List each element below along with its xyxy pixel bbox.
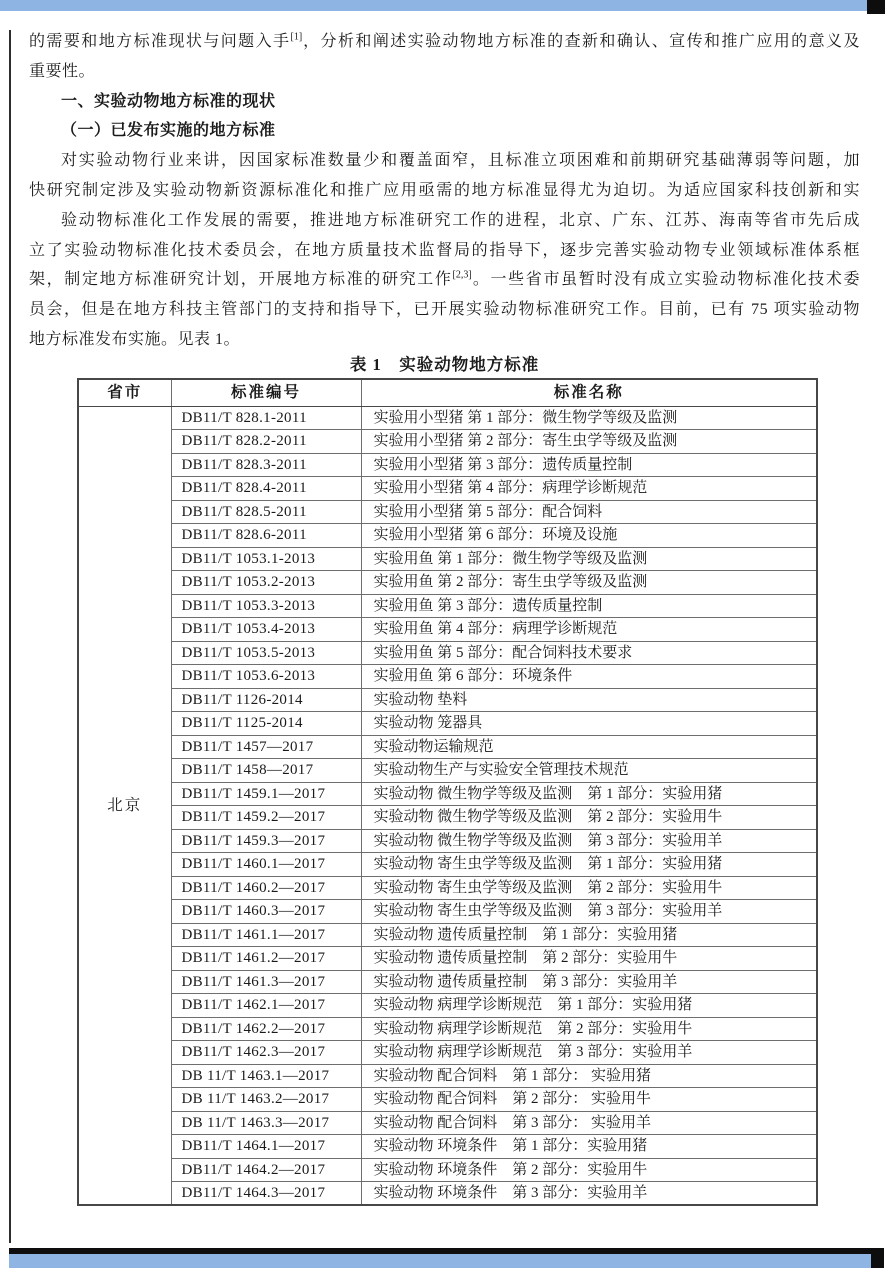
table-row — [78, 853, 817, 877]
standard-name-cell: 实验用小型猪 第 5 部分：配合饲料 — [361, 500, 817, 524]
table-row — [78, 524, 817, 548]
standard-code-cell: DB 11/T 1463.3—2017 — [171, 1111, 361, 1135]
table-row — [78, 571, 817, 595]
standard-name-cell: 实验动物 环境条件 第 1 部分：实验用猪 — [361, 1135, 817, 1159]
standard-name-cell: 实验用鱼 第 3 部分：遗传质量控制 — [361, 594, 817, 618]
table-row — [78, 453, 817, 477]
table-row — [78, 641, 817, 665]
table-row — [78, 688, 817, 712]
standard-code-cell: DB11/T 1458—2017 — [171, 759, 361, 783]
table-row — [78, 782, 817, 806]
standard-name-cell: 实验动物 病理学诊断规范 第 2 部分：实验用牛 — [361, 1017, 817, 1041]
column-header-name: 标准名称 — [361, 379, 817, 406]
table-row — [78, 947, 817, 971]
standard-name-cell: 实验动物 环境条件 第 2 部分：实验用牛 — [361, 1158, 817, 1182]
standard-name-cell: 实验动物 笼器具 — [361, 712, 817, 736]
text-line: 立了实验动物标准化技术委员会，在地方质量技术监督局的指导下，逐步完善实验动物专业领域标准体系框 — [29, 241, 860, 259]
standard-code-cell: DB11/T 1459.2—2017 — [171, 806, 361, 830]
text-line: 地方标准发布实施。见表 1。 — [29, 330, 241, 348]
standard-name-cell: 实验动物 病理学诊断规范 第 1 部分：实验用猪 — [361, 994, 817, 1018]
table-row — [78, 829, 817, 853]
table-row — [78, 1135, 817, 1159]
bottom-blue-bar — [9, 1254, 871, 1268]
table-row — [78, 1111, 817, 1135]
standard-code-cell: DB11/T 1053.5-2013 — [171, 641, 361, 665]
standard-code-cell: DB11/T 1053.3-2013 — [171, 594, 361, 618]
text-line: 的需要和地方标准现状与问题入手[1]，分析和阐述实验动物地方标准的查新和确认、宣传和推广应用的意义及 — [29, 31, 860, 50]
table-row — [78, 1158, 817, 1182]
standard-code-cell: DB11/T 1464.2—2017 — [171, 1158, 361, 1182]
table-row — [78, 876, 817, 900]
standard-name-cell: 实验动物 寄生虫学等级及监测 第 1 部分：实验用猪 — [361, 853, 817, 877]
standard-code-cell: DB11/T 1053.2-2013 — [171, 571, 361, 595]
table-row — [78, 1182, 817, 1206]
standard-name-cell: 实验动物 微生物学等级及监测 第 1 部分：实验用猪 — [361, 782, 817, 806]
standard-code-cell: DB11/T 828.3-2011 — [171, 453, 361, 477]
standard-code-cell: DB11/T 1461.3—2017 — [171, 970, 361, 994]
table-row — [78, 735, 817, 759]
page-left-border — [9, 30, 11, 1243]
table-row — [78, 477, 817, 501]
standard-name-cell: 实验用小型猪 第 2 部分：寄生虫学等级及监测 — [361, 430, 817, 454]
top-blue-bar — [0, 0, 867, 11]
standard-code-cell: DB11/T 1464.1—2017 — [171, 1135, 361, 1159]
standard-code-cell: DB11/T 1053.6-2013 — [171, 665, 361, 689]
main-paragraph — [29, 146, 860, 355]
standard-name-cell: 实验用小型猪 第 1 部分：微生物学等级及监测 — [361, 406, 817, 430]
table-row — [78, 923, 817, 947]
standard-code-cell: DB11/T 828.4-2011 — [171, 477, 361, 501]
standard-name-cell: 实验动物运输规范 — [361, 735, 817, 759]
table-row — [78, 759, 817, 783]
table-row — [78, 1064, 817, 1088]
text-line: 快研究制定涉及实验动物新资源标准化和推广应用亟需的地方标准显得尤为迫切。为适应国家科技创新和实 — [29, 181, 860, 199]
standard-code-cell: DB11/T 1459.1—2017 — [171, 782, 361, 806]
standard-name-cell: 实验动物 配合饲料 第 3 部分： 实验用羊 — [361, 1111, 817, 1135]
standard-code-cell: DB11/T 1460.1—2017 — [171, 853, 361, 877]
standard-code-cell: DB11/T 1459.3—2017 — [171, 829, 361, 853]
standard-code-cell: DB11/T 1053.1-2013 — [171, 547, 361, 571]
standards-table — [77, 378, 818, 1206]
standard-name-cell: 实验动物 遗传质量控制 第 1 部分：实验用猪 — [361, 923, 817, 947]
standard-name-cell: 实验动物 环境条件 第 3 部分：实验用羊 — [361, 1182, 817, 1206]
standard-code-cell: DB11/T 828.6-2011 — [171, 524, 361, 548]
standard-name-cell: 实验动物 病理学诊断规范 第 3 部分：实验用羊 — [361, 1041, 817, 1065]
standard-name-cell: 实验用小型猪 第 4 部分：病理学诊断规范 — [361, 477, 817, 501]
standard-code-cell: DB11/T 1462.3—2017 — [171, 1041, 361, 1065]
table-row — [78, 1017, 817, 1041]
standard-name-cell: 实验动物 寄生虫学等级及监测 第 3 部分：实验用羊 — [361, 900, 817, 924]
standard-name-cell: 实验用小型猪 第 3 部分：遗传质量控制 — [361, 453, 817, 477]
standard-name-cell: 实验动物 遗传质量控制 第 3 部分：实验用羊 — [361, 970, 817, 994]
table-row — [78, 806, 817, 830]
column-header-code: 标准编号 — [171, 379, 361, 406]
table-row — [78, 1041, 817, 1065]
standard-name-cell: 实验用鱼 第 1 部分：微生物学等级及监测 — [361, 547, 817, 571]
table-row — [78, 900, 817, 924]
standard-name-cell: 实验动物 配合饲料 第 1 部分： 实验用猪 — [361, 1064, 817, 1088]
table-row — [78, 618, 817, 642]
standard-code-cell: DB11/T 828.1-2011 — [171, 406, 361, 430]
text-line: 架，制定地方标准研究计划，开展地方标准的研究工作[2,3]。一些省市虽暂时没有成立实验动物标准化技术委 — [29, 270, 860, 289]
top-bar-end-block — [867, 0, 885, 14]
table-row — [78, 406, 817, 430]
text-line: 员会，但是在地方科技主管部门的支持和指导下，已开展实验动物标准研究工作。目前，已有 75 项实验动物 — [29, 301, 860, 319]
text-line: 对实验动物行业来讲，因国家标准数量少和覆盖面窄，且标准立项困难和前期研究基础薄弱等问题，加 — [61, 152, 860, 170]
reference-superscript: [2,3] — [452, 270, 472, 282]
table-row — [78, 994, 817, 1018]
standard-code-cell: DB11/T 1461.1—2017 — [171, 923, 361, 947]
body-text — [29, 27, 860, 355]
standard-code-cell: DB11/T 828.5-2011 — [171, 500, 361, 524]
table-row — [78, 547, 817, 571]
section-heading: 一、实验动物地方标准的现状 — [61, 92, 276, 110]
table-caption: 表 1 实验动物地方标准 — [349, 355, 540, 374]
standard-name-cell: 实验动物 遗传质量控制 第 2 部分：实验用牛 — [361, 947, 817, 971]
standard-code-cell: DB11/T 1462.2—2017 — [171, 1017, 361, 1041]
province-cell: 北京 — [78, 406, 171, 1205]
standard-name-cell: 实验用鱼 第 2 部分：寄生虫学等级及监测 — [361, 571, 817, 595]
standard-code-cell: DB11/T 1460.3—2017 — [171, 900, 361, 924]
standard-code-cell: DB 11/T 1463.2—2017 — [171, 1088, 361, 1112]
standard-name-cell: 实验动物 配合饲料 第 2 部分： 实验用牛 — [361, 1088, 817, 1112]
standard-name-cell: 实验用鱼 第 6 部分：环境条件 — [361, 665, 817, 689]
standard-code-cell: DB 11/T 1463.1—2017 — [171, 1064, 361, 1088]
text-line: 验动物标准化工作发展的需要，推进地方标准研究工作的进程，北京、广东、江苏、海南等省市先后成 — [61, 211, 860, 229]
column-header-province: 省市 — [78, 379, 171, 406]
standard-name-cell: 实验动物 寄生虫学等级及监测 第 2 部分：实验用牛 — [361, 876, 817, 900]
table-row — [78, 970, 817, 994]
standard-name-cell: 实验动物 微生物学等级及监测 第 2 部分：实验用牛 — [361, 806, 817, 830]
standard-name-cell: 实验动物生产与实验安全管理技术规范 — [361, 759, 817, 783]
standard-code-cell: DB11/T 828.2-2011 — [171, 430, 361, 454]
table-row — [78, 665, 817, 689]
reference-superscript: [1] — [290, 31, 303, 43]
table-row — [78, 594, 817, 618]
table-row — [78, 1088, 817, 1112]
standard-code-cell: DB11/T 1462.1—2017 — [171, 994, 361, 1018]
standard-name-cell: 实验动物 微生物学等级及监测 第 3 部分：实验用羊 — [361, 829, 817, 853]
table-row — [78, 500, 817, 524]
standard-name-cell: 实验用鱼 第 5 部分：配合饲料技术要求 — [361, 641, 817, 665]
standard-name-cell: 实验动物 垫料 — [361, 688, 817, 712]
table-row — [78, 712, 817, 736]
standard-code-cell: DB11/T 1461.2—2017 — [171, 947, 361, 971]
table-row — [78, 430, 817, 454]
text-line: 重要性。 — [29, 62, 96, 80]
table-header-row — [78, 379, 817, 406]
standard-code-cell: DB11/T 1464.3—2017 — [171, 1182, 361, 1206]
subsection-heading: （一）已发布实施的地方标准 — [61, 122, 276, 140]
standard-code-cell: DB11/T 1460.2—2017 — [171, 876, 361, 900]
standard-code-cell: DB11/T 1126-2014 — [171, 688, 361, 712]
standard-code-cell: DB11/T 1053.4-2013 — [171, 618, 361, 642]
standard-name-cell: 实验用小型猪 第 6 部分：环境及设施 — [361, 524, 817, 548]
standard-name-cell: 实验用鱼 第 4 部分：病理学诊断规范 — [361, 618, 817, 642]
intro-paragraph — [29, 27, 860, 87]
standard-code-cell: DB11/T 1457—2017 — [171, 735, 361, 759]
standard-code-cell: DB11/T 1125-2014 — [171, 712, 361, 736]
